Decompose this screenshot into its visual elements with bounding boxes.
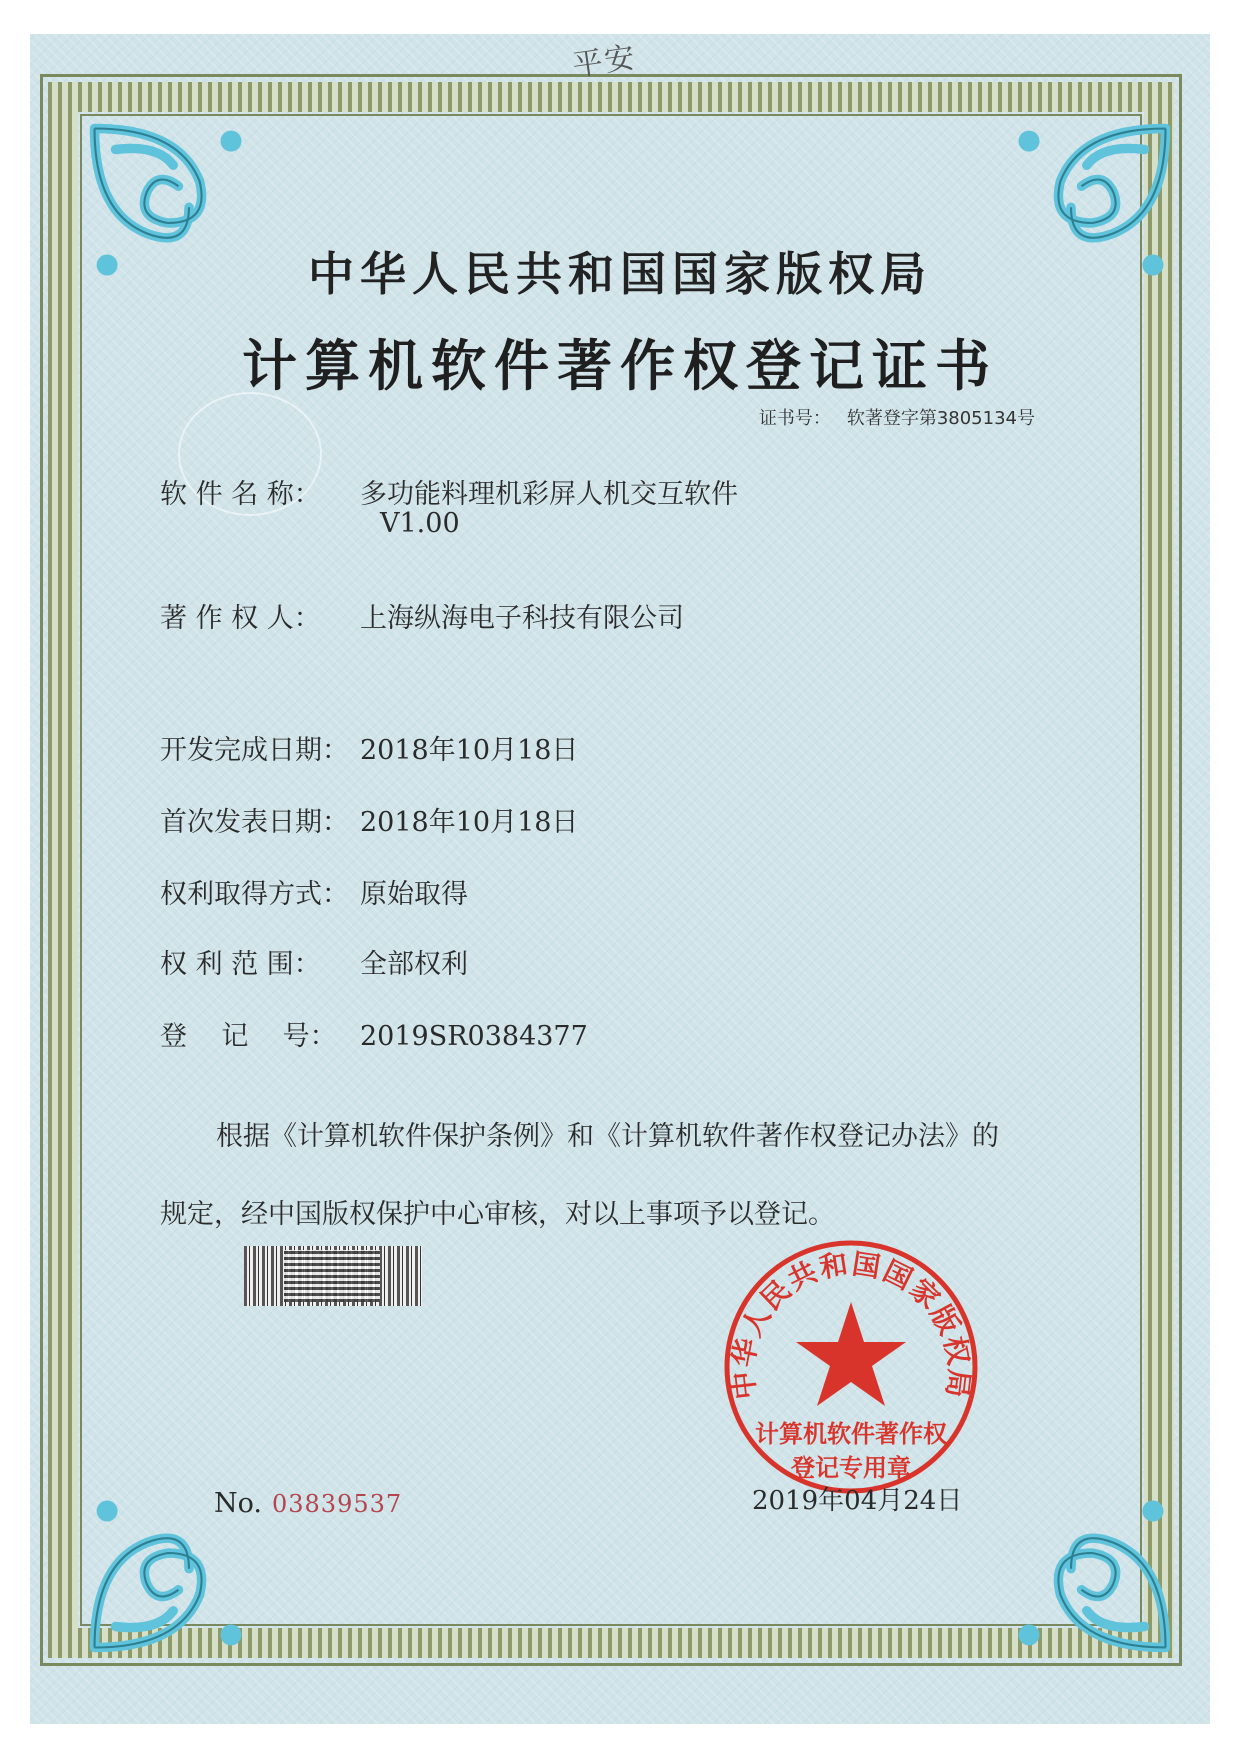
seal-line-1: 计算机软件著作权: [755, 1420, 947, 1448]
field-value: 2018年10月18日: [360, 735, 579, 766]
field-value: 2019SR0384377: [360, 1021, 588, 1052]
authority-title: 中华人民共和国国家版权局: [308, 247, 932, 301]
certificate-number: [759, 404, 1035, 430]
serial-value: 03839537: [272, 1490, 403, 1518]
certificate-number-value: 软著登字第3805134号: [846, 408, 1035, 429]
field-copyright-owner: [160, 596, 684, 635]
statement-line: 根据《计算机软件保护条例》和《计算机软件著作权登记办法》的: [216, 1121, 999, 1152]
certificate-title: 计算机软件著作权登记证书: [241, 334, 998, 398]
field-value: 原始取得: [360, 879, 468, 910]
field-acquisition-method: [160, 872, 468, 911]
certificate-number-label: 证书号：: [758, 408, 831, 429]
qr-code: [284, 1250, 380, 1302]
statement-line: 规定，经中国版权保护中心审核，对以上事项予以登记。: [160, 1199, 835, 1230]
serial-label: No.: [214, 1488, 262, 1519]
issue-date: 2019年04月24日: [752, 1486, 963, 1516]
field-scope-of-rights: [160, 942, 468, 981]
corner-ornament-bottom-left: [84, 1448, 294, 1658]
field-value: 上海纵海电子科技有限公司: [360, 603, 684, 634]
legal-statement: [160, 1098, 1100, 1254]
field-software-name: [160, 472, 738, 511]
field-value: 多功能料理机彩屏人机交互软件: [360, 479, 738, 510]
field-label: 著 作 权 人：: [160, 603, 321, 634]
seal-line-2: 登记专用章: [791, 1454, 911, 1482]
field-label: 权利取得方式：: [160, 879, 349, 910]
svg-text:中华人民共和国国家版权局: [726, 1247, 976, 1401]
field-label: 权 利 范 围：: [160, 949, 321, 980]
serial-number: [214, 1488, 402, 1519]
corner-ornament-bottom-right: [966, 1448, 1176, 1658]
seal-ring-text: [722, 1238, 980, 1496]
field-label: 软 件 名 称：: [160, 479, 321, 510]
field-registration-number: [160, 1014, 588, 1053]
field-development-date: [160, 728, 578, 767]
field-value: 2018年10月18日: [360, 807, 579, 838]
field-value: 全部权利: [360, 949, 468, 980]
field-label: 开发完成日期：: [160, 735, 349, 766]
field-first-publication-date: [160, 800, 578, 839]
barcode: [244, 1246, 422, 1306]
field-label: 登 记 号：: [160, 1021, 337, 1052]
seal-ring-text-path: 中华人民共和国国家版权局: [726, 1247, 976, 1402]
handwritten-mark: 平安: [570, 40, 639, 84]
software-version: V1.00: [380, 508, 460, 539]
field-label: 首次发表日期：: [160, 807, 349, 838]
